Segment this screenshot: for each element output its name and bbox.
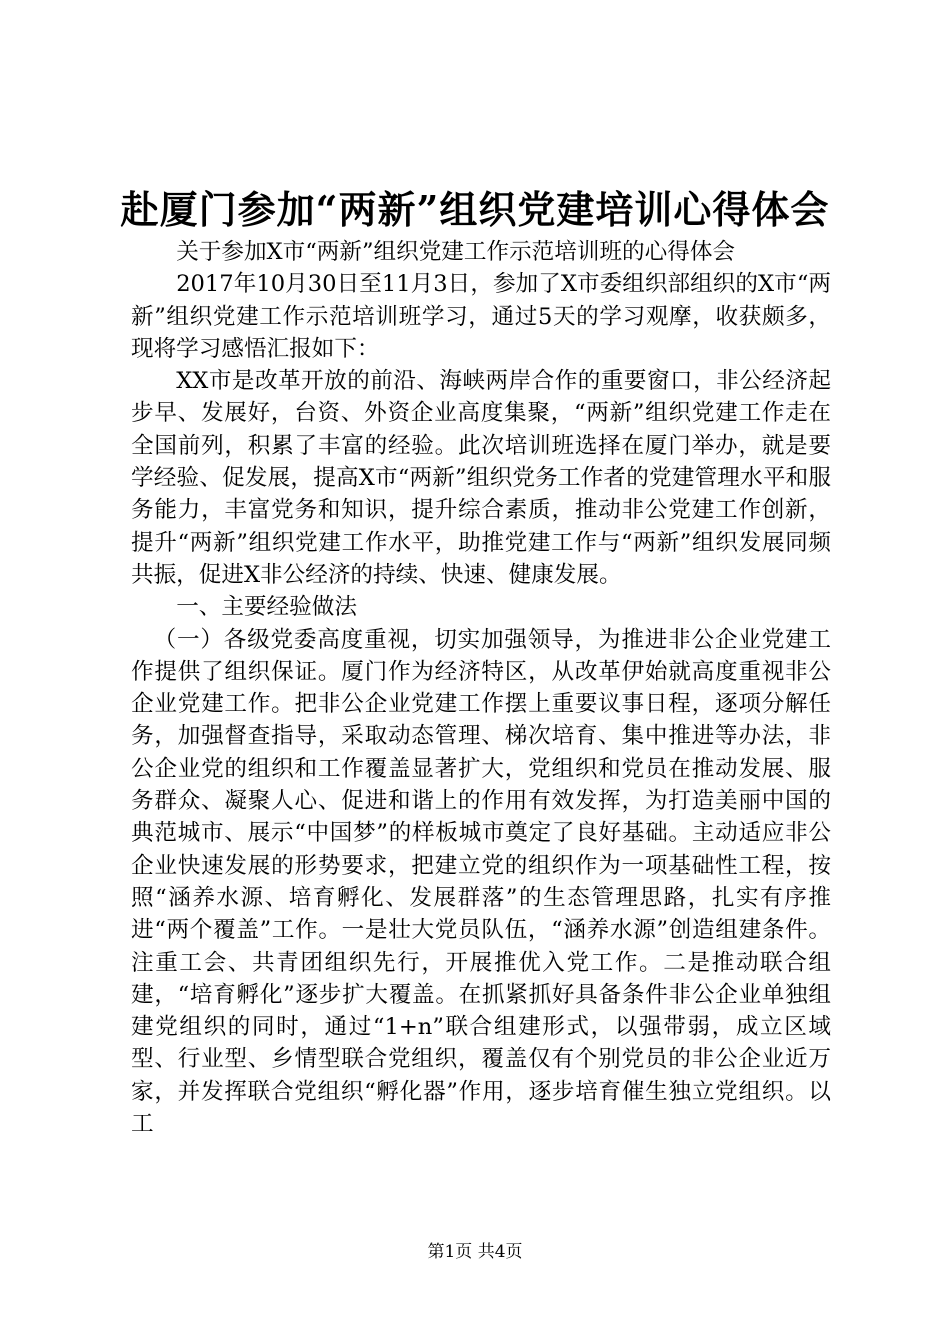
document-body [131, 236, 831, 1140]
paragraph-date: 2017年10月30日至11月3日，参加了X市委组织部组织的X市“两新”组织党建工作示范培训班学习，通过5天的学习观摩，收获颇多，现将学习感悟汇报如下： [131, 271, 831, 362]
page-number-footer: 第1页 共4页 [427, 1242, 523, 1262]
section-heading: 一、主要经验做法 [176, 594, 357, 621]
paragraph-experience-1: （一）各级党委高度重视，切实加强领导，为推进非公企业党建工作提供了组织保证。厦门作为经济特区，从改革伊始就高度重视非公企业党建工作。把非公企业党建工作摆上重要议事日程，逐项分解任务，加强督查指导，采取动态管理、梯次培育、集中推进等办法，非公企业党的组织和工作覆盖显著扩大，党组织和党员在推动发展、服务群众、凝聚人心、促进和谐上的作用有效发挥，为打造美丽中国的典范城市、展示“中国梦”的样板城市奠定了良好基础。主动适应非公企业快速发展的形势要求，把建立党的组织作为一项基础性工程，按照“涵养水源、培育孵化、发展群落”的生态管理思路，扎实有序推进“两个覆盖”工作。一是壮大党员队伍，“涵养水源”创造组建条件。注重工会、共青团组织先行，开展推优入党工作。二是推动联合组建，“培育孵化”逐步扩大覆盖。在抓紧抓好具备条件非公企业单独组建党组织的同时，通过“1+n”联合组建形式，以强带弱，成立区域型、行业型、乡情型联合党组织，覆盖仅有个别党员的非公企业近万家，并发挥联合党组织“孵化器”作用，逐步培育催生独立党组织。以工 [131, 626, 831, 1138]
paragraph-intro: 关于参加X市“两新”组织党建工作示范培训班的心得体会 [176, 239, 736, 265]
paragraph-background: XX市是改革开放的前沿、海峡两岸合作的重要窗口，非公经济起步早、发展好，台资、外资企业高度集聚，“两新”组织党建工作走在全国前列，积累了丰富的经验。此次培训班选择在厦门举办，就是要学经验、促发展，提高X市“两新”组织党务工作者的党建管理水平和服务能力，丰富党务和知识，提升综合素质，推动非公党建工作创新，提升“两新”组织党建工作水平，助推党建工作与“两新”组织发展同频共振，促进X非公经济的持续、快速、健康发展。 [131, 368, 831, 588]
document-title: 赴厦门参加“两新”组织党建培训心得体会 [120, 187, 830, 232]
